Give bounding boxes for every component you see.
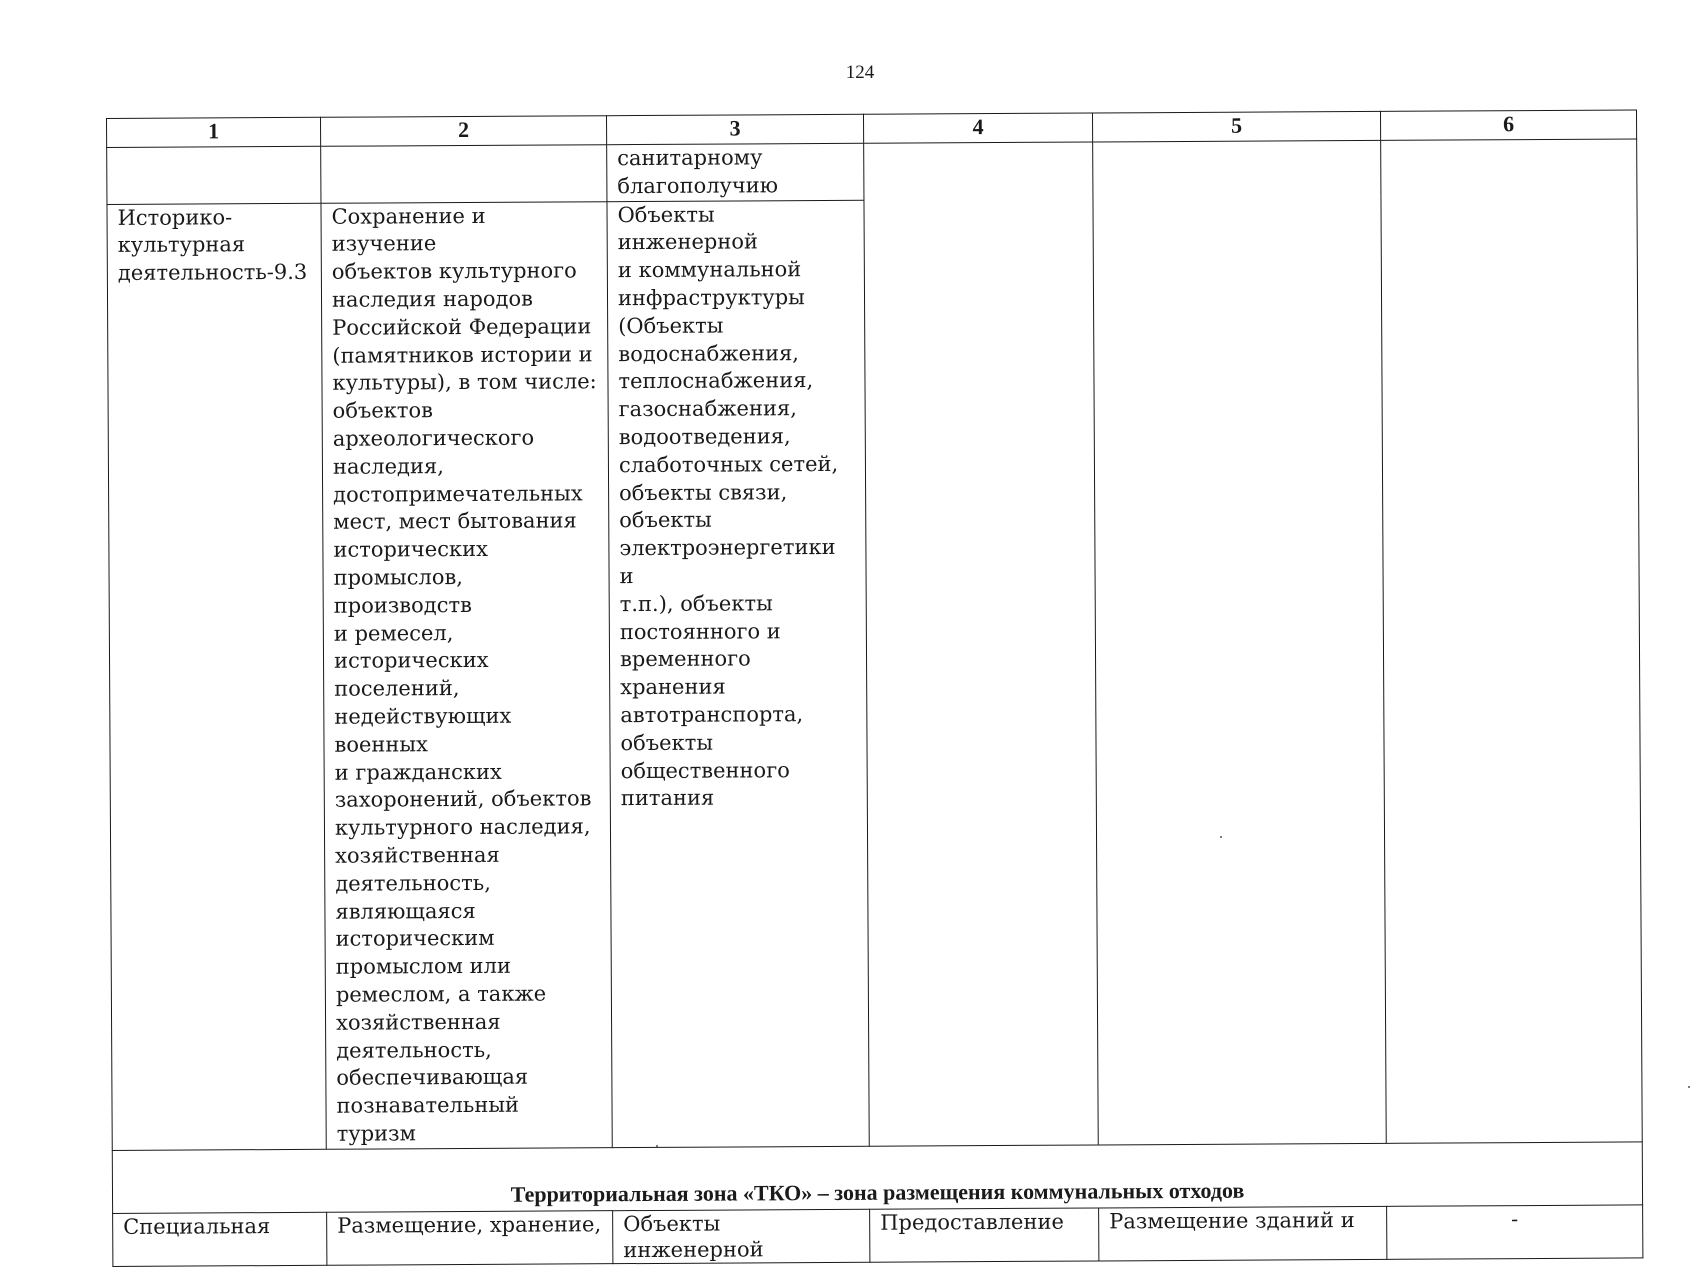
land-use-table <box>106 109 1643 1266</box>
table-cell: Объекты инженерной <box>613 1209 870 1263</box>
table-cell: Сохранение и изучение объектов культурного наследия народов Российской Федерации (памятников истории и культуры), в том числе: объектов археологического наследия, достопримечательных мест, мест бытования исторических промыслов, производств и ремесел, исторических поселений, недействующих военных и гражданских захоронений, объектов культурного наследия, хозяйственная деятельность, являющаяся историческим промыслом или ремеслом, а также хозяйственная деятельность, обеспечивающая познавательный туризм <box>321 201 612 1149</box>
table-row <box>107 196 1642 1151</box>
table-cell: Размещение, хранение, <box>327 1210 613 1265</box>
table-cell <box>1093 197 1386 1145</box>
scan-speck <box>656 1145 658 1147</box>
table-cell: Объекты инженерной и коммунальной инфраструктуры (Объекты водоснабжения, теплоснабжения, газоснабжения, водоотведения, слаботочных сетей, объекты связи, объекты электроэнергетики и т.п.), объекты постоянного и временного хранения автотранспорта, объекты общественного питания <box>607 200 869 1148</box>
column-header-5: 5 <box>1092 111 1380 142</box>
table-cell: Историко- культурная деятельность-9.3 <box>107 203 326 1150</box>
table-cell <box>864 199 1098 1146</box>
column-header-6: 6 <box>1380 110 1636 140</box>
table-cell: Предоставление <box>870 1208 1099 1262</box>
table-cell <box>321 145 607 203</box>
column-header-3: 3 <box>606 114 863 144</box>
column-header-1: 1 <box>107 117 321 147</box>
table-cell: Размещение зданий и <box>1099 1206 1387 1261</box>
table-row <box>107 139 1637 204</box>
scan-speck <box>1688 1086 1690 1088</box>
table-cell: Специальная <box>113 1212 327 1266</box>
table-cell <box>1381 139 1637 197</box>
table-cell: - <box>1387 1205 1643 1259</box>
table-cell <box>1093 140 1381 198</box>
column-header-4: 4 <box>863 113 1092 143</box>
table-row <box>113 1205 1643 1267</box>
table-cell <box>107 146 321 204</box>
table-cell: санитарному благополучию <box>607 143 864 201</box>
table-cell <box>1381 196 1642 1144</box>
scan-speck <box>1220 836 1222 838</box>
column-header-2: 2 <box>320 116 606 147</box>
table-cell <box>864 142 1093 200</box>
zone-title-row <box>112 1142 1642 1214</box>
zone-title: Территориальная зона «ТКО» – зона размещения коммунальных отходов <box>112 1142 1642 1214</box>
page-number: 124 <box>845 62 875 83</box>
